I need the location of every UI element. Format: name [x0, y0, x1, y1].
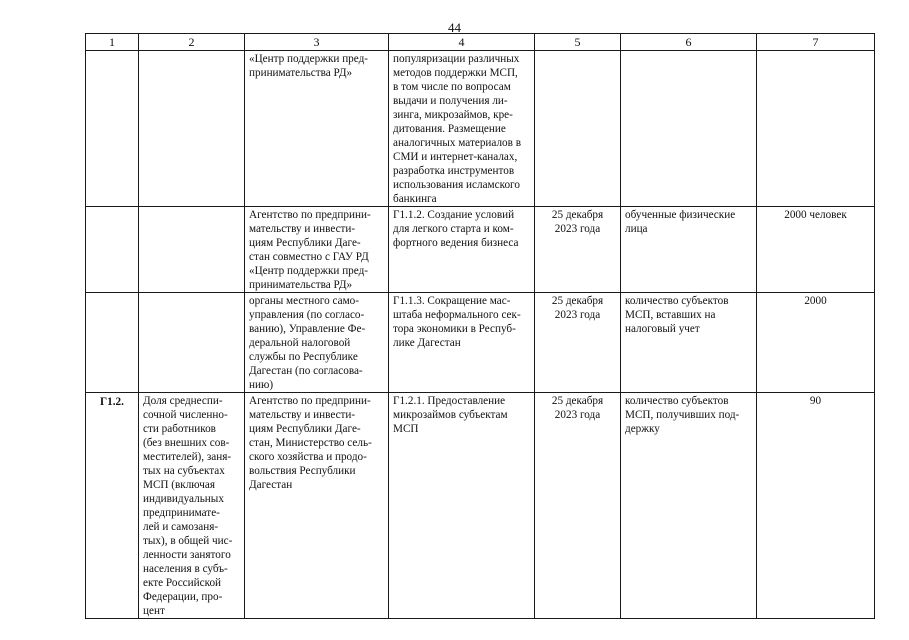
col-header-7: 7 — [757, 34, 875, 51]
cell-executor: Агентство по предприни- мательству и инвести- циям Республики Даге- стан совместно с ГАУ РД «Центр поддержки пред- принимательства РД» — [245, 207, 389, 293]
cell-result: количество субъектов МСП, вставших на налоговый учет — [621, 293, 757, 393]
cell-code — [86, 293, 139, 393]
cell-value — [757, 51, 875, 207]
table-row — [86, 207, 875, 293]
col-header-4: 4 — [389, 34, 535, 51]
col-header-5: 5 — [535, 34, 621, 51]
table-row — [86, 51, 875, 207]
cell-deadline: 25 декабря 2023 года — [535, 393, 621, 619]
cell-deadline: 25 декабря 2023 года — [535, 293, 621, 393]
cell-result: обученные физические лица — [621, 207, 757, 293]
cell-measure: Г1.2.1. Предоставление микрозаймов субъектам МСП — [389, 393, 535, 619]
table-row — [86, 393, 875, 619]
col-header-3: 3 — [245, 34, 389, 51]
cell-indicator — [139, 207, 245, 293]
cell-indicator: Доля среднеспи- сочной численно- сти работников (без внешних сов- местителей), заня- тых на субъектах МСП (включая индивидуальных предпринимате- лей и самозаня- тых), в общей чис- ленности занятого населения в субъ- екте Российской Федерации, про- цент — [139, 393, 245, 619]
cell-measure: Г1.1.2. Создание условий для легкого старта и ком- фортного ведения бизнеса — [389, 207, 535, 293]
cell-value: 90 — [757, 393, 875, 619]
cell-value: 2000 — [757, 293, 875, 393]
cell-executor: органы местного само- управления (по согласо- ванию), Управление Фе- деральной налоговой службы по Республике Дагестан (по согласова- нию) — [245, 293, 389, 393]
page-number: 44 — [448, 20, 461, 35]
col-header-6: 6 — [621, 34, 757, 51]
cell-deadline: 25 декабря 2023 года — [535, 207, 621, 293]
cell-code: Г1.2. — [86, 393, 139, 619]
cell-result: количество субъектов МСП, получивших под- держку — [621, 393, 757, 619]
cell-code — [86, 207, 139, 293]
cell-measure: Г1.1.3. Сокращение мас- штаба неформального сек- тора экономики в Респуб- лике Дагестан — [389, 293, 535, 393]
document-table — [85, 33, 875, 619]
table-row — [86, 293, 875, 393]
cell-indicator — [139, 51, 245, 207]
cell-measure: популяризации различных методов поддержки МСП, в том числе по вопросам выдачи и получения ли- зинга, микрозаймов, кре- дитования. Размещение аналогичных материалов в СМИ и интернет-каналах, разработка инструментов использования исламского банкинга — [389, 51, 535, 207]
cell-value: 2000 человек — [757, 207, 875, 293]
cell-executor: Агентство по предприни- мательству и инвести- циям Республики Даге- стан, Министерство сель- ского хозяйства и продо- вольствия Республики Дагестан — [245, 393, 389, 619]
cell-executor: «Центр поддержки пред- принимательства РД» — [245, 51, 389, 207]
cell-result — [621, 51, 757, 207]
cell-indicator — [139, 293, 245, 393]
cell-deadline — [535, 51, 621, 207]
header-row — [86, 34, 875, 51]
cell-code — [86, 51, 139, 207]
col-header-1: 1 — [86, 34, 139, 51]
col-header-2: 2 — [139, 34, 245, 51]
